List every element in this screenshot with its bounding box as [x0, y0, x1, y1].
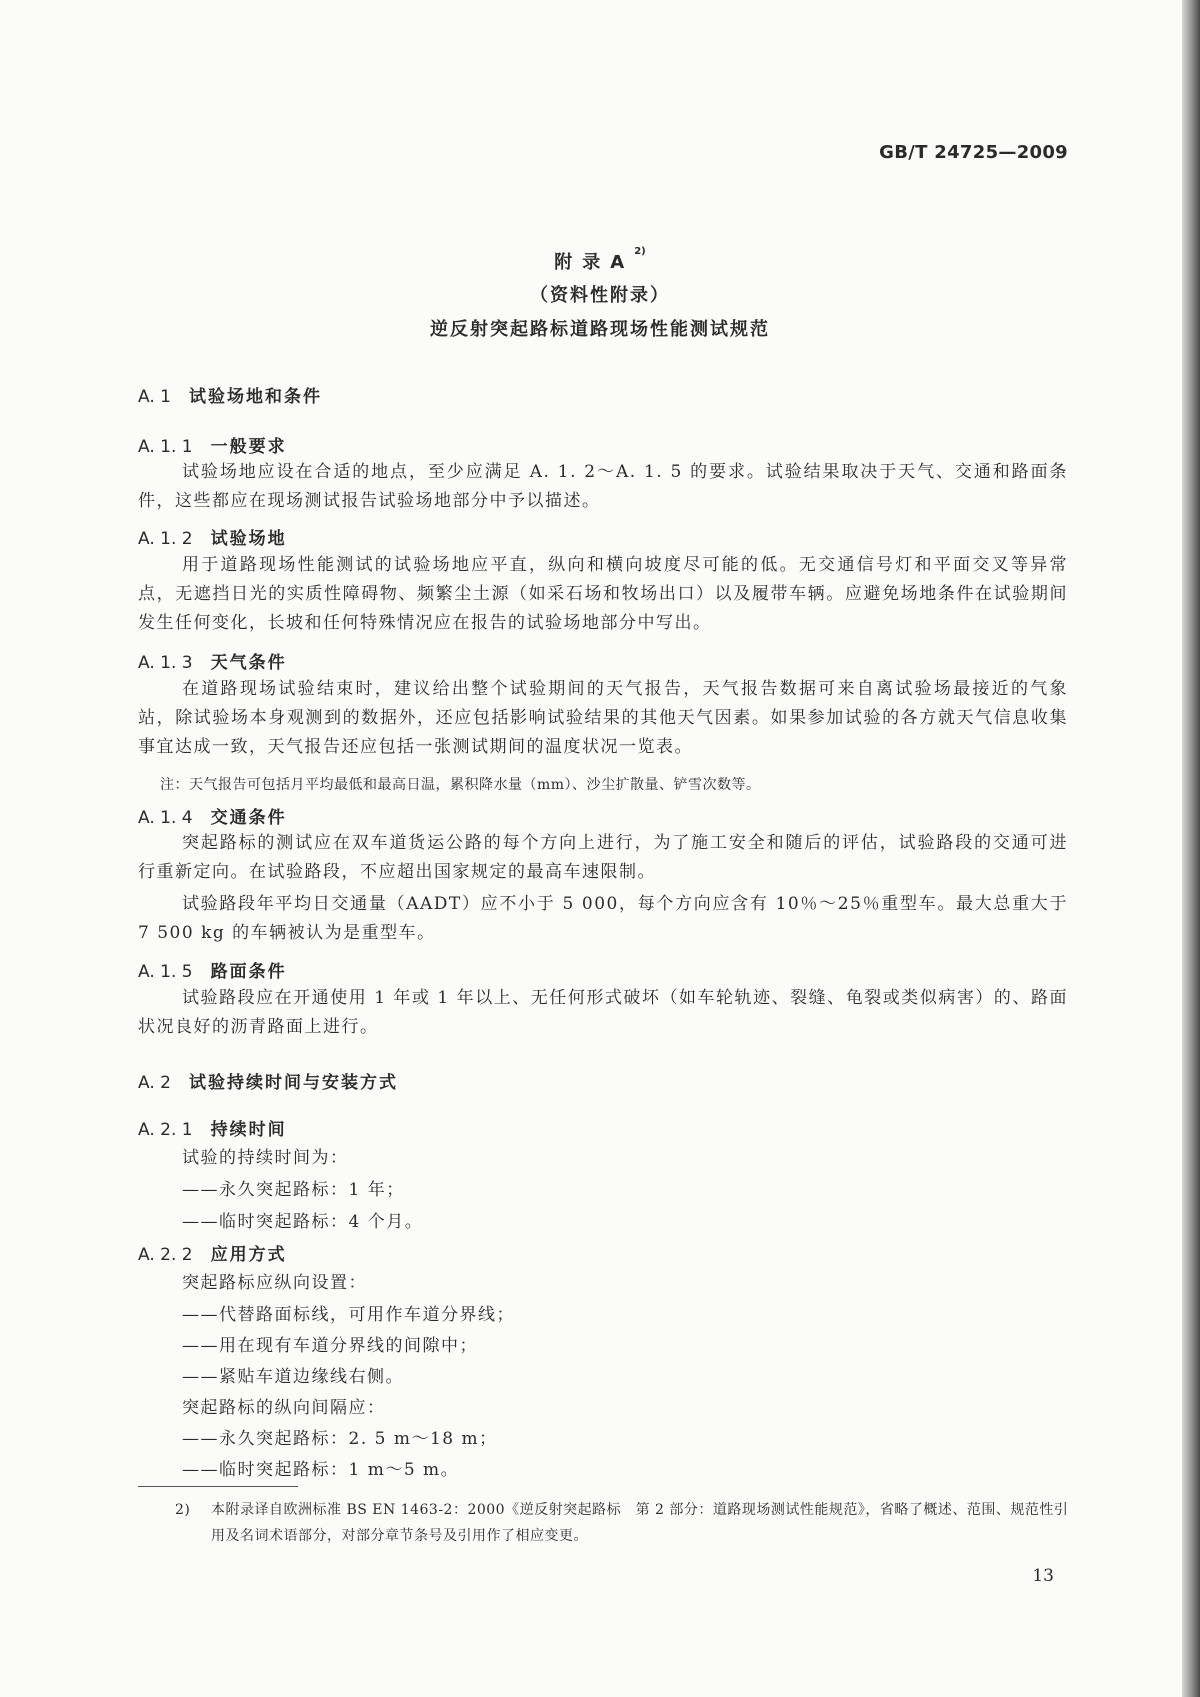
section-title: 路面条件 [210, 962, 287, 982]
section-title: 应用方式 [210, 1245, 287, 1265]
section-heading-a12 [138, 524, 1068, 549]
annex-subtitle: （资料性附录） [530, 285, 670, 306]
section-title: 一般要求 [210, 437, 287, 457]
paragraph-a15: 试验路段应在开通使用 1 年或 1 年以上、无任何形式破坏（如车轮轨迹、裂缝、龟裂或类似病害）的、路面状况良好的沥青路面上进行。 [138, 988, 1068, 1037]
section-heading-a21 [138, 1115, 1068, 1140]
list-line: 试验的持续时间为： [182, 1148, 349, 1168]
section-heading-a14 [138, 803, 1068, 828]
annex-name: 逆反射突起路标道路现场性能测试规范 [430, 319, 770, 340]
list-item: ——紧贴车道边缘线右侧。 [182, 1367, 404, 1387]
section-heading-a15 [138, 957, 1068, 982]
section-heading-a1 [138, 382, 1068, 407]
section-number: A. 2. 2 [138, 1245, 193, 1265]
section-heading-a11 [138, 432, 1068, 457]
section-heading-a2 [138, 1068, 1068, 1093]
footnote-mark: 2) [175, 1502, 191, 1518]
paragraph-a14-2: 试验路段年平均日交通量（AADT）应不小于 5 000，每个方向应含有 10％～25％重型车。最大总重大于 7 500 kg 的车辆被认为是重型车。 [138, 894, 1068, 943]
section-number: A. 1. 4 [138, 808, 193, 828]
list-line: 突起路标应纵向设置： [182, 1273, 367, 1293]
section-title: 持续时间 [210, 1120, 287, 1140]
footnote [175, 1497, 1075, 1549]
section-number: A. 1 [138, 387, 171, 407]
list-item: ——永久突起路标：1 年； [182, 1180, 405, 1200]
paragraph-a14-1: 突起路标的测试应在双车道货运公路的每个方向上进行，为了施工安全和随后的评估，试验路段的交通可进行重新定向。在试验路段，不应超出国家规定的最高车速限制。 [138, 833, 1068, 882]
list-item: ——临时突起路标：1 m～5 m。 [182, 1460, 460, 1480]
paragraph-a12: 用于道路现场性能测试的试验场地应平直，纵向和横向坡度尽可能的低。无交通信号灯和平面交叉等异常点，无遮挡日光的实质性障碍物、频繁尘土源（如采石场和牧场出口）以及履带车辆。应避免场地条件在试验期间发生任何变化，长坡和任何特殊情况应在报告的试验场地部分中写出。 [138, 555, 1068, 633]
section-number: A. 2. 1 [138, 1120, 193, 1140]
annex-title-text: 附录A [554, 252, 635, 273]
page-number: 13 [1032, 1566, 1054, 1586]
footnote-ref: 2) [634, 246, 646, 257]
paragraph-a13: 在道路现场试验结束时，建议给出整个试验期间的天气报告，天气报告数据可来自离试验场最接近的气象站，除试验场本身观测到的数据外，还应包括影响试验结果的其他天气因素。如果参加试验的各方就天气信息收集事宜达成一致，天气报告还应包括一张测试期间的温度状况一览表。 [138, 679, 1068, 757]
section-heading-a22 [138, 1240, 1068, 1265]
section-number: A. 1. 5 [138, 962, 193, 982]
paragraph-a11: 试验场地应设在合适的地点，至少应满足 A. 1. 2～A. 1. 5 的要求。试验结果取决于天气、交通和路面条件，这些都应在现场测试报告试验场地部分中予以描述。 [138, 462, 1068, 511]
section-title: 天气条件 [210, 653, 287, 673]
annex-title [0, 248, 1200, 274]
list-item: ——临时突起路标：4 个月。 [182, 1212, 424, 1232]
section-number: A. 1. 1 [138, 437, 193, 457]
section-title: 试验持续时间与安装方式 [188, 1073, 398, 1093]
list-item: ——永久突起路标：2. 5 m～18 m； [182, 1429, 498, 1449]
section-title: 交通条件 [210, 808, 287, 828]
footnote-text: 本附录译自欧洲标准 BS EN 1463-2：2000《逆反射突起路标 第 2 部分：道路现场测试性能规范》，省略了概述、范围、规范性引用及名词术语部分，对部分章节条号及引用作了相应变更。 [211, 1502, 1069, 1544]
section-number: A. 2 [138, 1073, 171, 1093]
note-a13: 注：天气报告可包括月平均最低和最高日温，累积降水量（mm）、沙尘扩散量、铲雪次数等。 [160, 777, 761, 793]
section-title: 试验场地 [210, 529, 287, 549]
list-line: 突起路标的纵向间隔应： [182, 1398, 386, 1418]
list-item: ——用在现有车道分界线的间隙中； [182, 1336, 478, 1356]
section-number: A. 1. 2 [138, 529, 193, 549]
standard-number: GB/T 24725—2009 [879, 142, 1068, 163]
footnote-rule [138, 1486, 298, 1487]
section-number: A. 1. 3 [138, 653, 193, 673]
section-title: 试验场地和条件 [188, 387, 322, 407]
list-item: ——代替路面标线，可用作车道分界线； [182, 1305, 515, 1325]
section-heading-a13 [138, 648, 1068, 673]
